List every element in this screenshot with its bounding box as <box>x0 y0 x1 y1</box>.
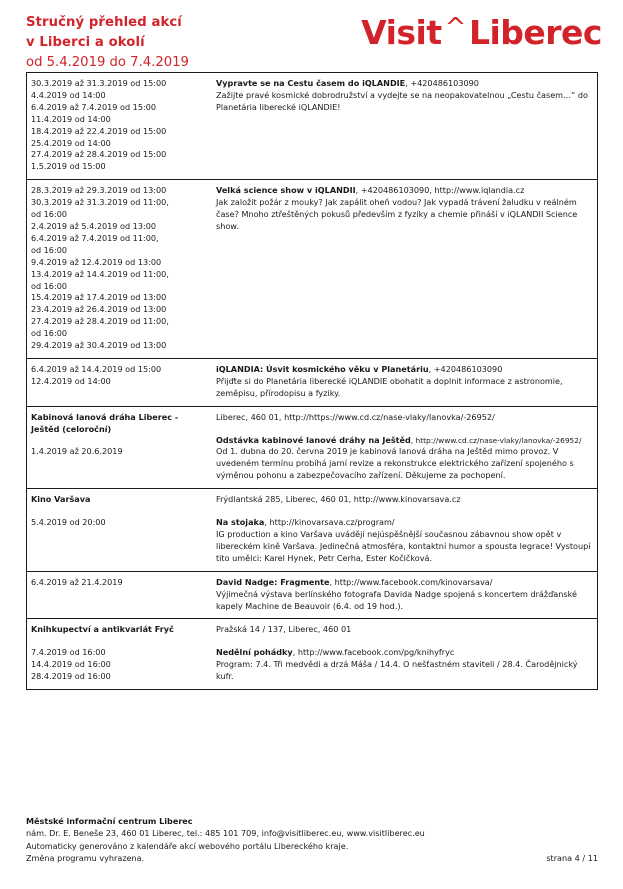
event-title: Na stojaka <box>216 517 265 528</box>
event-date: 14.4.2019 od 16:00 <box>31 659 111 670</box>
event-row <box>27 358 598 406</box>
event-heading <box>216 185 593 197</box>
event-dates-cell <box>27 180 211 359</box>
event-date: 13.4.2019 až 14.4.2019 od 11:00, <box>31 268 169 279</box>
event-date: 1.4.2019 až 20.6.2019 <box>31 446 123 457</box>
event-dates-cell <box>27 406 211 489</box>
event-info-cell <box>210 180 598 359</box>
event-date: od 16:00 <box>31 328 67 339</box>
event-contact: , http://www.cd.cz/nase-vlaky/lanovka/-26952/ <box>410 435 582 445</box>
event-date: 6.4.2019 až 7.4.2019 od 15:00 <box>31 101 156 112</box>
event-date: 25.4.2019 od 14:00 <box>31 137 111 148</box>
event-contact: , +420486103090 <box>405 78 479 88</box>
event-title: Odstávka kabinové lanové dráhy na Ještěd <box>216 434 411 445</box>
event-heading <box>216 435 593 447</box>
venue-name: Kino Varšava <box>31 494 91 505</box>
footer-note-generated: Automaticky generováno z kalendáře akcí webového portálu Libereckého kraje. <box>26 840 349 851</box>
event-date: 30.3.2019 až 31.3.2019 od 15:00 <box>31 78 167 88</box>
event-description: IG production a kino Varšava uvádějí nejúspěšnější současnou zábavnou show opět v libereckém kině Varšava. Jedinečná atmosféra, kontaktní humor a spousta legrace! Vystoupí tito umělci: Karel Hynek, Petr Cerha, Ester Kočičková. <box>216 529 591 563</box>
venue-address: Frýdlantská 285, Liberec, 460 01, http://www.kinovarsava.cz <box>216 494 461 505</box>
event-date: 27.4.2019 až 28.4.2019 od 15:00 <box>31 149 167 160</box>
event-title: Nedělní pohádky <box>216 647 293 658</box>
venue-address: Pražská 14 / 137, Liberec, 460 01 <box>216 624 352 635</box>
document-title <box>26 13 326 72</box>
visit-liberec-logo <box>327 11 602 58</box>
event-date: 9.4.2019 až 12.4.2019 od 13:00 <box>31 256 162 267</box>
event-heading <box>216 364 593 376</box>
event-title: iQLANDIA: Úsvit kosmického věku v Planetáriu <box>216 363 429 374</box>
venue-address: Liberec, 460 01, http://https://www.cd.cz/nase-vlaky/lanovka/-26952/ <box>216 411 495 422</box>
event-date: 23.4.2019 až 26.4.2019 od 13:00 <box>31 304 167 315</box>
venue-name: Knihkupectví a antikvariát Fryč <box>31 624 174 635</box>
title-line-1: Stručný přehled akcí <box>26 15 182 30</box>
event-info-cell <box>210 619 598 690</box>
event-row <box>27 406 598 489</box>
footer <box>26 815 598 864</box>
event-contact: , +420486103090, http://www.iqlandia.cz <box>355 185 525 196</box>
event-info-cell <box>210 73 598 180</box>
date-range: od 5.4.2019 do 7.4.2019 <box>26 55 189 70</box>
event-row <box>27 73 598 180</box>
event-description: Od 1. dubna do 20. června 2019 je kabinová lanová dráha na Ještěd mimo provoz. V uvedeném termínu probíhá jarní revize a rekonstrukce elektrického zařízení spojeného s výměnou pohonu a zabezpečovacího zařízení. Děkujeme za pochopení. <box>216 446 574 481</box>
logo-text-liberec: Liberec <box>468 13 602 52</box>
events-table <box>26 72 598 690</box>
event-contact: , http://kinovarsava.cz/program/ <box>264 517 395 528</box>
event-date: 15.4.2019 až 17.4.2019 od 13:00 <box>31 292 167 303</box>
event-description: Výjimečná výstava berlínského fotografa Davida Nadge spojená s koncertem drážďanské kapely Machine de Beauvoir (6.4. od 19 hod.). <box>216 588 577 611</box>
event-date: 12.4.2019 od 14:00 <box>31 375 111 386</box>
event-description: Jak založit požár z mouky? Jak zapálit oheň vodou? Jak vypadá trávení žaludku v reálném čase? Mnoho ztřeštěných pokusů především z fyziky a chemie přináší v iQLANDII Science show. <box>216 197 578 231</box>
event-date: 28.4.2019 od 16:00 <box>31 671 111 682</box>
footer-organization: Městské informační centrum Liberec <box>26 816 193 826</box>
event-date: od 16:00 <box>31 244 67 255</box>
event-row <box>27 180 598 359</box>
page-number: strana 4 / 11 <box>546 852 598 863</box>
footer-note-changes: Změna programu vyhrazena. <box>26 852 145 863</box>
event-row <box>27 619 598 690</box>
event-info-cell <box>210 406 598 489</box>
event-date: 4.4.2019 od 14:00 <box>31 89 106 100</box>
event-date: 30.3.2019 až 31.3.2019 od 11:00, <box>31 197 169 208</box>
event-heading <box>216 577 593 589</box>
event-date: 6.4.2019 až 14.4.2019 od 15:00 <box>31 363 162 374</box>
event-row <box>27 489 598 572</box>
event-info-cell <box>210 358 598 406</box>
event-title: Velká science show v iQLANDII <box>216 185 356 196</box>
event-date: 2.4.2019 až 5.4.2019 od 13:00 <box>31 220 156 231</box>
event-date: 5.4.2019 od 20:00 <box>31 517 106 528</box>
event-date: 28.3.2019 až 29.3.2019 od 13:00 <box>31 185 167 196</box>
event-description: Program: 7.4. Tři medvědi a drzá Máša / 14.4. O nešťastném staviteli / 28.4. Čarodějnický kufr. <box>216 659 578 682</box>
event-row <box>27 571 598 619</box>
event-date: 29.4.2019 až 30.4.2019 od 13:00 <box>31 340 167 351</box>
event-heading <box>216 78 593 90</box>
event-date: od 16:00 <box>31 209 67 220</box>
venue-name: Kabinová lanová dráha Liberec - Ještěd (celoroční) <box>31 411 179 434</box>
event-dates-cell <box>27 571 211 619</box>
event-contact: , http://www.facebook.com/pg/knihyfryc <box>292 647 455 658</box>
event-date: 6.4.2019 až 21.4.2019 <box>31 576 123 587</box>
event-date: 18.4.2019 až 22.4.2019 od 15:00 <box>31 125 167 136</box>
title-line-2: v Liberci a okolí <box>26 35 145 50</box>
event-description: Přijďte si do Planetária liberecké iQLANDIE obohatit a doplnit informace z astronomie, zeměpisu, přírodopisu a fyziky. <box>216 375 563 398</box>
event-info-cell <box>210 571 598 619</box>
event-date: od 16:00 <box>31 280 67 291</box>
event-date: 7.4.2019 od 16:00 <box>31 647 106 658</box>
logo-caret-icon: ^ <box>444 13 466 43</box>
event-heading <box>216 517 593 529</box>
event-title: David Nadge: Fragmente <box>216 576 330 587</box>
event-date: 27.4.2019 až 28.4.2019 od 11:00, <box>31 316 169 327</box>
event-dates-cell <box>27 73 211 180</box>
event-contact: , http://www.facebook.com/kinovarsava/ <box>329 576 493 587</box>
event-title: Vypravte se na Cestu časem do iQLANDIE <box>216 78 406 88</box>
event-dates-cell <box>27 619 211 690</box>
event-date: 1.5.2019 od 15:00 <box>31 161 106 172</box>
footer-address: nám. Dr. E. Beneše 23, 460 01 Liberec, tel.: 485 101 709, info@visitliberec.eu, www.visitliberec.eu <box>26 828 425 839</box>
event-dates-cell <box>27 489 211 572</box>
event-heading <box>216 647 593 659</box>
event-info-cell <box>210 489 598 572</box>
logo-text-visit: Visit <box>361 13 442 52</box>
event-dates-cell <box>27 358 211 406</box>
event-date: 6.4.2019 až 7.4.2019 od 11:00, <box>31 232 159 243</box>
event-description: Zažijte pravé kosmické dobrodružství a vydejte se na neopakovatelnou „Cestu časem…“ do Planetária liberecké iQLANDIE! <box>216 89 589 112</box>
event-contact: , +420486103090 <box>428 363 503 374</box>
event-date: 11.4.2019 od 14:00 <box>31 113 111 124</box>
